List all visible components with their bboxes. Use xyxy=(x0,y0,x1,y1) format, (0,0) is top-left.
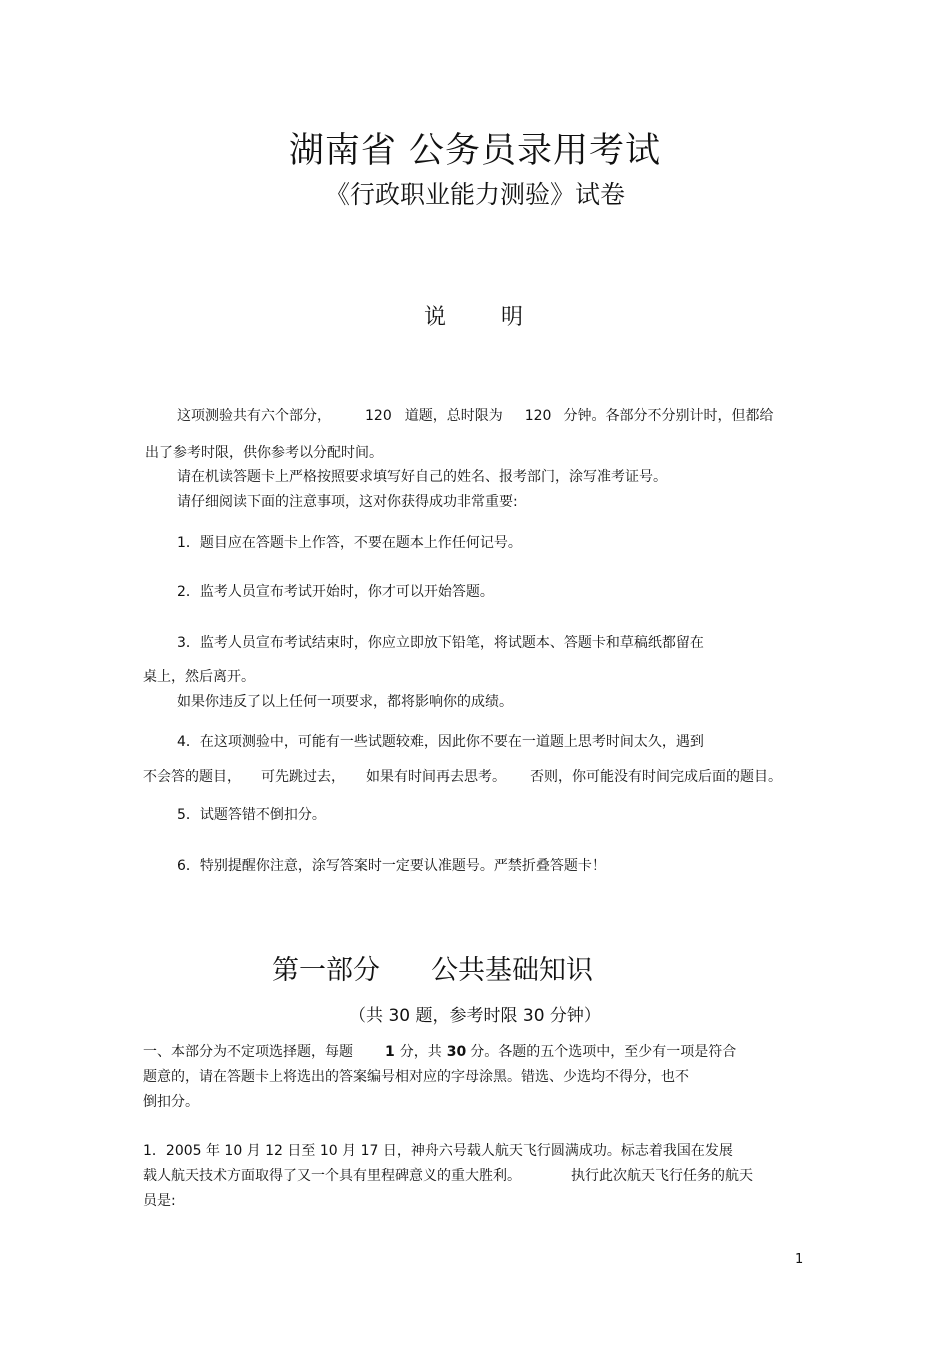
question-1-line-3: 员是: xyxy=(143,1193,176,1209)
question-1-line-2 xyxy=(143,1167,753,1185)
rule-1: 1．题目应在答题卡上作答，不要在题本上作任何记号。 xyxy=(177,535,522,551)
rule-2: 2．监考人员宣布考试开始时，你才可以开始答题。 xyxy=(177,584,494,600)
rule-4-line-1: 4．在这项测验中，可能有一些试题较难，因此你不要在一道题上思考时间太久，遇到 xyxy=(177,734,704,750)
rule-4-segment: 不会答的题目， xyxy=(143,769,241,785)
desc-text: 分。各题的五个选项中，至少有一项是符合 xyxy=(470,1044,737,1060)
question-text: 载人航天技术方面取得了又一个具有里程碑意义的重大胜利。 xyxy=(143,1168,521,1184)
intro-line-1 xyxy=(177,407,773,425)
rule-6: 6．特别提醒你注意，涂写答案时一定要认准题号。严禁折叠答题卡！ xyxy=(177,858,606,874)
intro-line-3: 请在机读答题卡上严格按照要求填写好自己的姓名、报考部门，涂写准考证号。 xyxy=(177,469,667,485)
rule-4-segment: 可先跳过去， xyxy=(261,769,345,785)
rule-3-line-2: 桌上，然后离开。 xyxy=(143,669,255,685)
part1-title-right: 公共基础知识 xyxy=(431,955,593,986)
rule-4-line-2 xyxy=(143,768,782,786)
intro-text: 分钟。各部分不分别计时，但都给 xyxy=(563,408,774,424)
document-title: 湖南省 公务员录用考试 xyxy=(288,131,662,171)
instructions-heading-left: 说 xyxy=(424,305,447,330)
intro-line-4: 请仔细阅读下面的注意事项，这对你获得成功非常重要: xyxy=(177,494,518,510)
intro-text: 道题，总时限为 xyxy=(404,408,503,424)
page-number: 1 xyxy=(795,1252,804,1267)
document-subtitle: 《行政职业能力测验》试卷 xyxy=(324,180,625,209)
question-1-line-1: 1．2005 年 10 月 12 日至 10 月 17 日，神舟六号载人航天飞行圆满成功。标志着我国在发展 xyxy=(143,1143,733,1159)
rule-4-segment: 如果有时间再去思考。 xyxy=(366,769,506,785)
intro-text: 这项测验共有六个部分， xyxy=(177,408,331,424)
rule-5: 5．试题答错不倒扣分。 xyxy=(177,807,326,823)
rule-3-line-3: 如果你违反了以上任何一项要求，都将影响你的成绩。 xyxy=(177,694,513,710)
points-per-question: 1 xyxy=(385,1044,395,1060)
part1-title-left: 第一部分 xyxy=(272,955,380,986)
desc-text: 分，共 xyxy=(399,1044,442,1060)
desc-text: 一、本部分为不定项选择题，每题 xyxy=(143,1044,353,1060)
rule-4-segment: 否则，你可能没有时间完成后面的题目。 xyxy=(530,769,782,785)
instructions-heading-right: 明 xyxy=(501,305,524,330)
time-limit: 120 xyxy=(524,408,552,424)
part1-desc-line-2: 题意的，请在答题卡上将选出的答案编号相对应的字母涂黑。错选、少选均不得分，也不 xyxy=(143,1069,689,1085)
total-points: 30 xyxy=(446,1044,467,1060)
part1-desc-line-1 xyxy=(143,1043,736,1061)
part1-subtitle: （共 30 题，参考时限 30 分钟） xyxy=(349,1006,601,1026)
question-text: 执行此次航天飞行任务的航天 xyxy=(571,1168,753,1184)
rule-3-line-1: 3．监考人员宣布考试结束时，你应立即放下铅笔，将试题本、答题卡和草稿纸都留在 xyxy=(177,635,704,651)
part1-desc-line-3: 倒扣分。 xyxy=(143,1094,199,1110)
intro-line-2: 出了参考时限，供你参考以分配时间。 xyxy=(145,445,383,461)
question-count: 120 xyxy=(365,408,392,424)
